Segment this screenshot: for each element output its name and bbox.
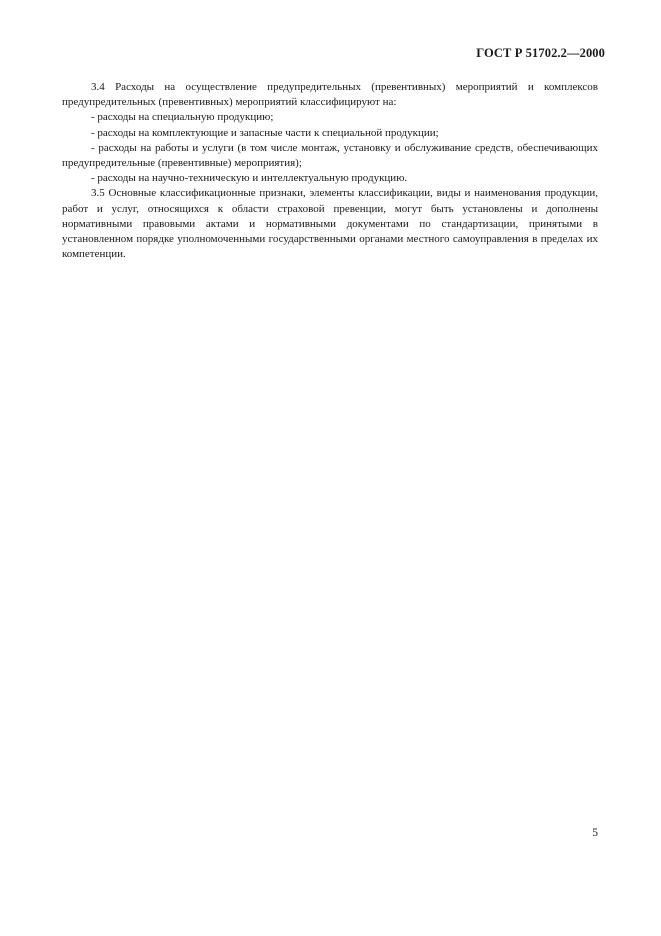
list-item-works-services: - расходы на работы и услуги (в том числе монтаж, установку и обслуживание средств, обеспечивающих предупредительные (превентивные) мероприятия);	[62, 141, 598, 170]
document-body	[62, 80, 598, 262]
clause-3-4-intro: 3.4 Расходы на осуществление предупредительных (превентивных) мероприятий и комплексов предупредительных (превентивных) мероприятий классифицируют на:	[62, 81, 598, 109]
page-number: 5	[592, 827, 598, 839]
document-code: ГОСТ Р 51702.2—2000	[476, 46, 605, 60]
list-item-components: - расходы на комплектующие и запасные части к специальной продукции;	[91, 126, 439, 139]
list-item-special-products: - расходы на специальную продукцию;	[91, 111, 274, 124]
clause-3-5: 3.5 Основные классификационные признаки, элементы классификации, виды и наименования продукции, работ и услуг, относящихся к области страховой превенции, могут быть установлены и дополнены нормативными правовыми актами и нормативными документами по стандартизации, принятыми в установленном порядке уполномоченными государственными органами местного самоуправления в пределах их компетенции.	[62, 187, 598, 261]
list-item-scientific-products: - расходы на научно-техническую и интеллектуальную продукцию.	[91, 172, 408, 185]
